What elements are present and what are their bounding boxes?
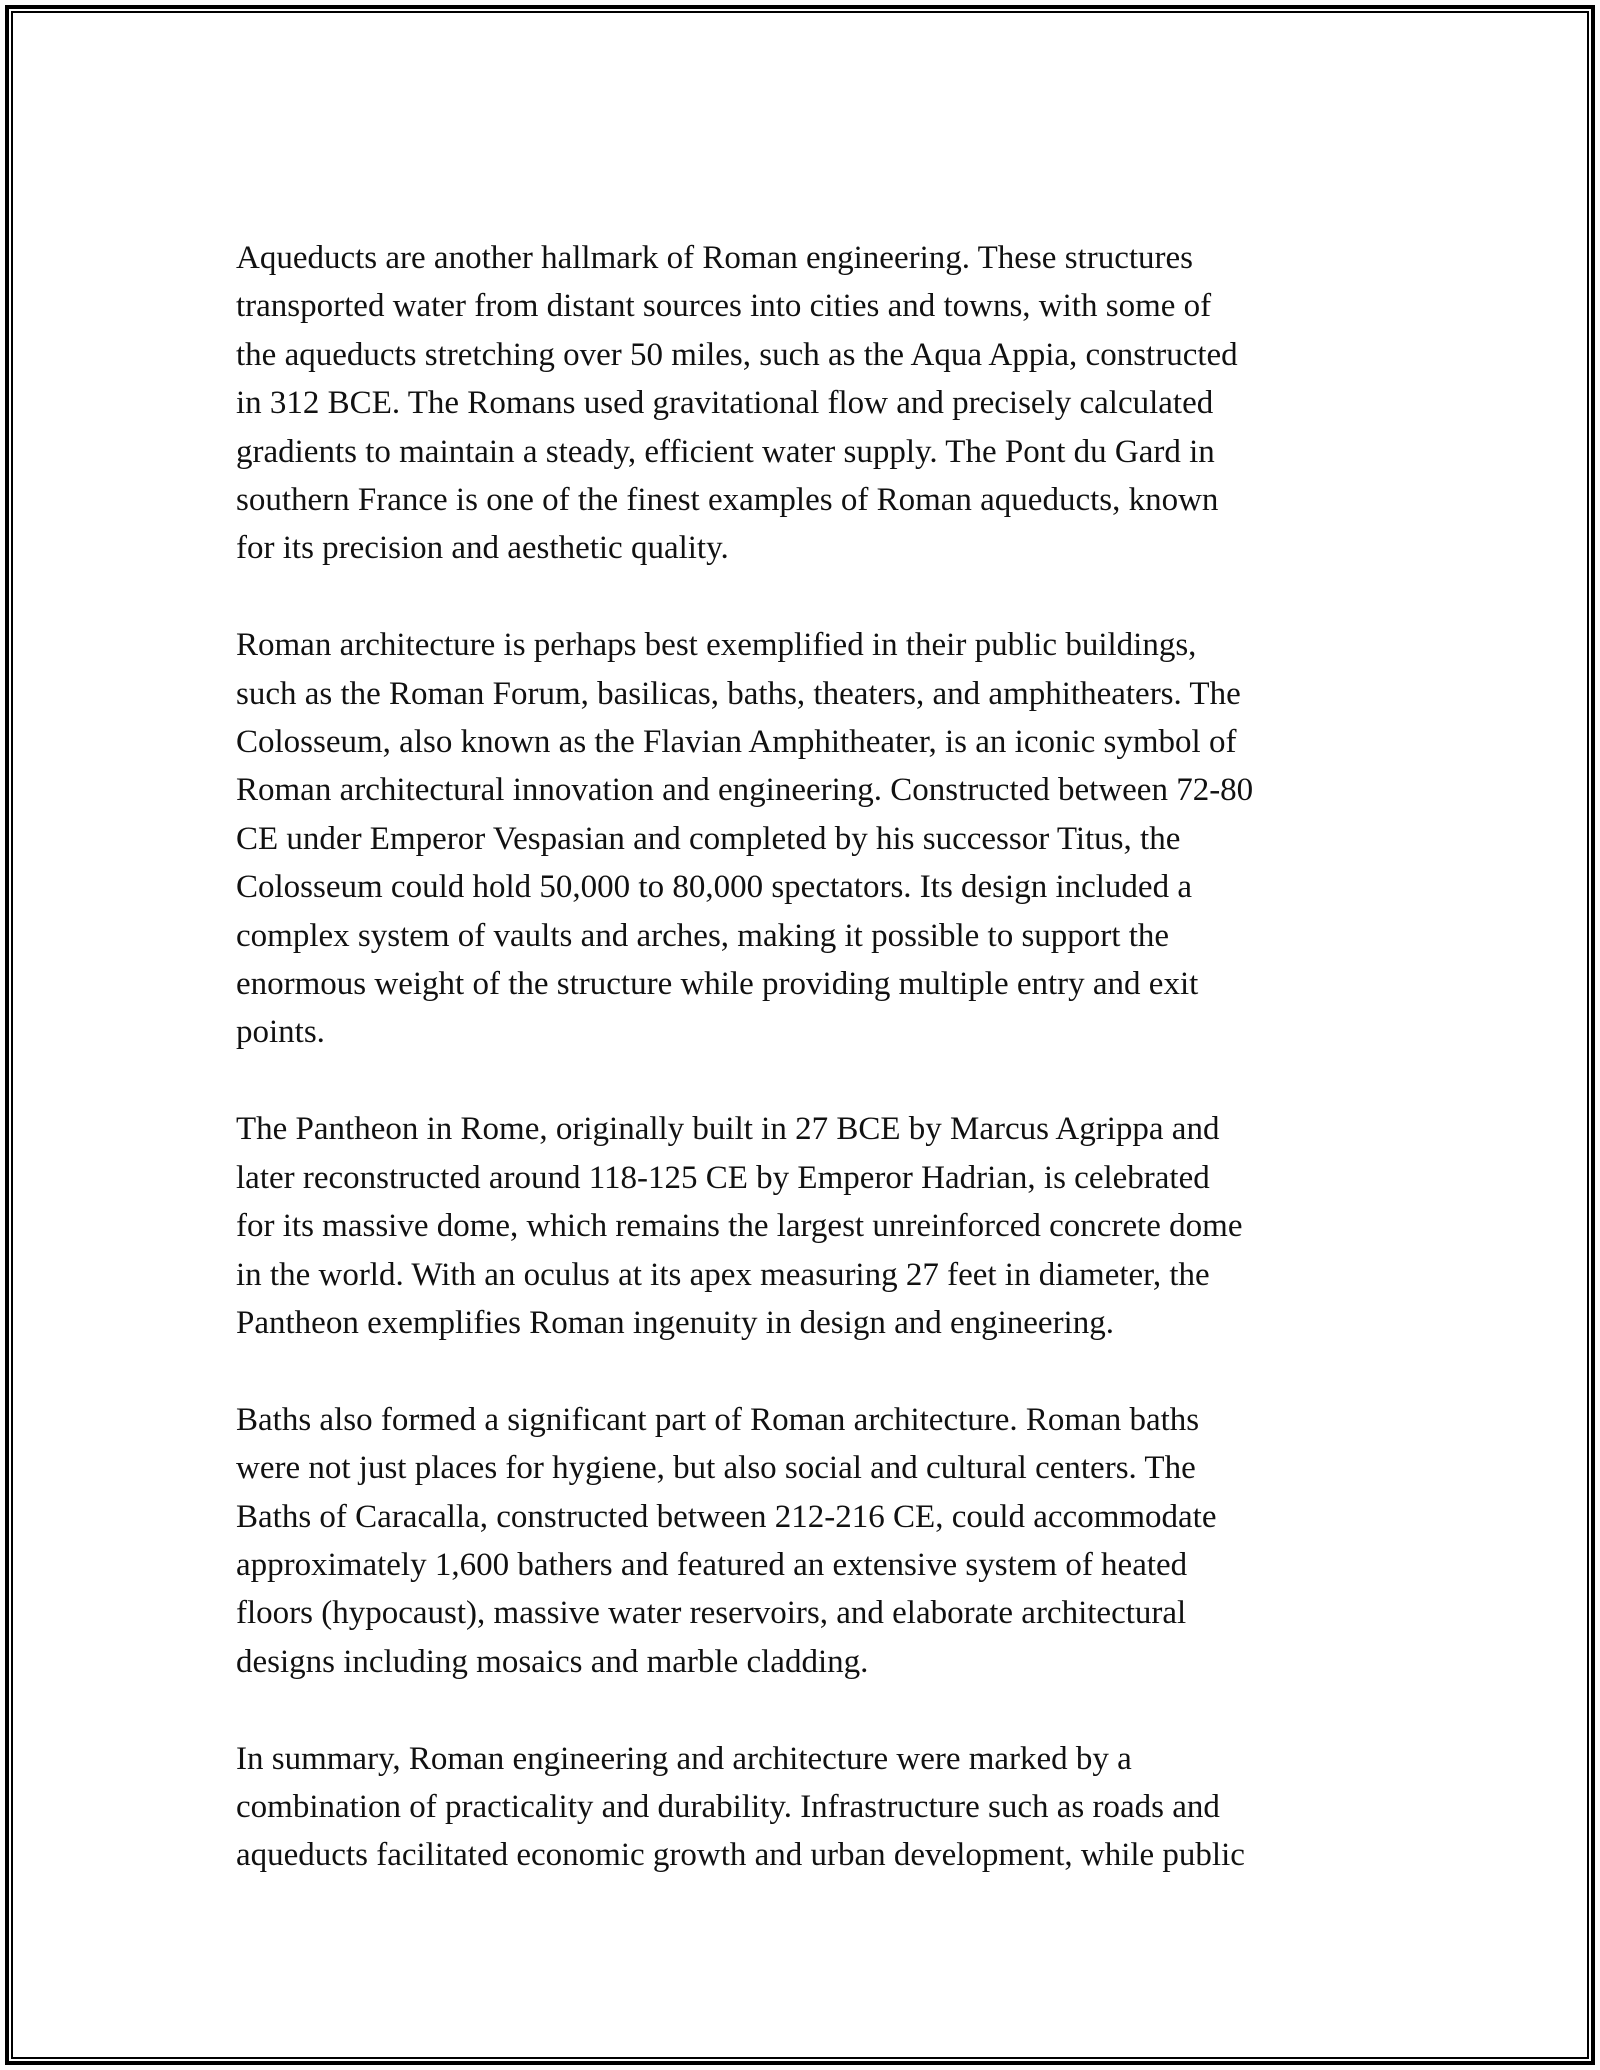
paragraph-baths: Baths also formed a significant part of Roman architecture. Roman baths were not just places for hygiene, but also social and cultural centers. The Baths of Caracalla, constructed between 212-216 CE, could accommodate approximately 1,600 bathers and featured an extensive system of heated floors (hypocaust), massive water reservoirs, and elaborate architectural designs including mosaics and marble cladding. <box>236 1401 1217 1680</box>
paragraph-aqueducts: Aqueducts are another hallmark of Roman engineering. These structures transported water from distant sources into cities and towns, with some of the aqueducts stretching over 50 miles, such as the Aqua Appia, constructed in 312 BCE. The Romans used gravitational flow and precisely calculated gradients to maintain a steady, efficient water supply. The Pont du Gard in southern France is one of the finest examples of Roman aqueducts, known for its precision and aesthetic quality. <box>236 240 1238 567</box>
paragraph-public-buildings: Roman architecture is perhaps best exemplified in their public buildings, such as the Roman Forum, basilicas, baths, theaters, and amphitheaters. The Colosseum, also known as the Flavian Amphitheater, is an iconic symbol of Roman architectural innovation and engineering. Constructed between 72-80 CE under Emperor Vespasian and completed by his successor Titus, the Colosseum could hold 50,000 to 80,000 spectators. Its design included a complex system of vaults and arches, making it possible to support the enormous weight of the structure while providing multiple entry and exit points. <box>236 627 1254 1051</box>
paragraph-pantheon: The Pantheon in Rome, originally built in 27 BCE by Marcus Agrippa and later reconstructed around 118-125 CE by Emperor Hadrian, is celebrated for its massive dome, which remains the largest unreinforced concrete dome in the world. With an oculus at its apex measuring 27 feet in diameter, the Pantheon exemplifies Roman ingenuity in design and engineering. <box>236 1111 1243 1341</box>
document-body <box>236 234 1386 1880</box>
paragraph-summary: In summary, Roman engineering and architecture were marked by a combination of practicality and durability. Infrastructure such as roads and aqueducts facilitated economic growth and urban development, while public <box>236 1740 1245 1874</box>
